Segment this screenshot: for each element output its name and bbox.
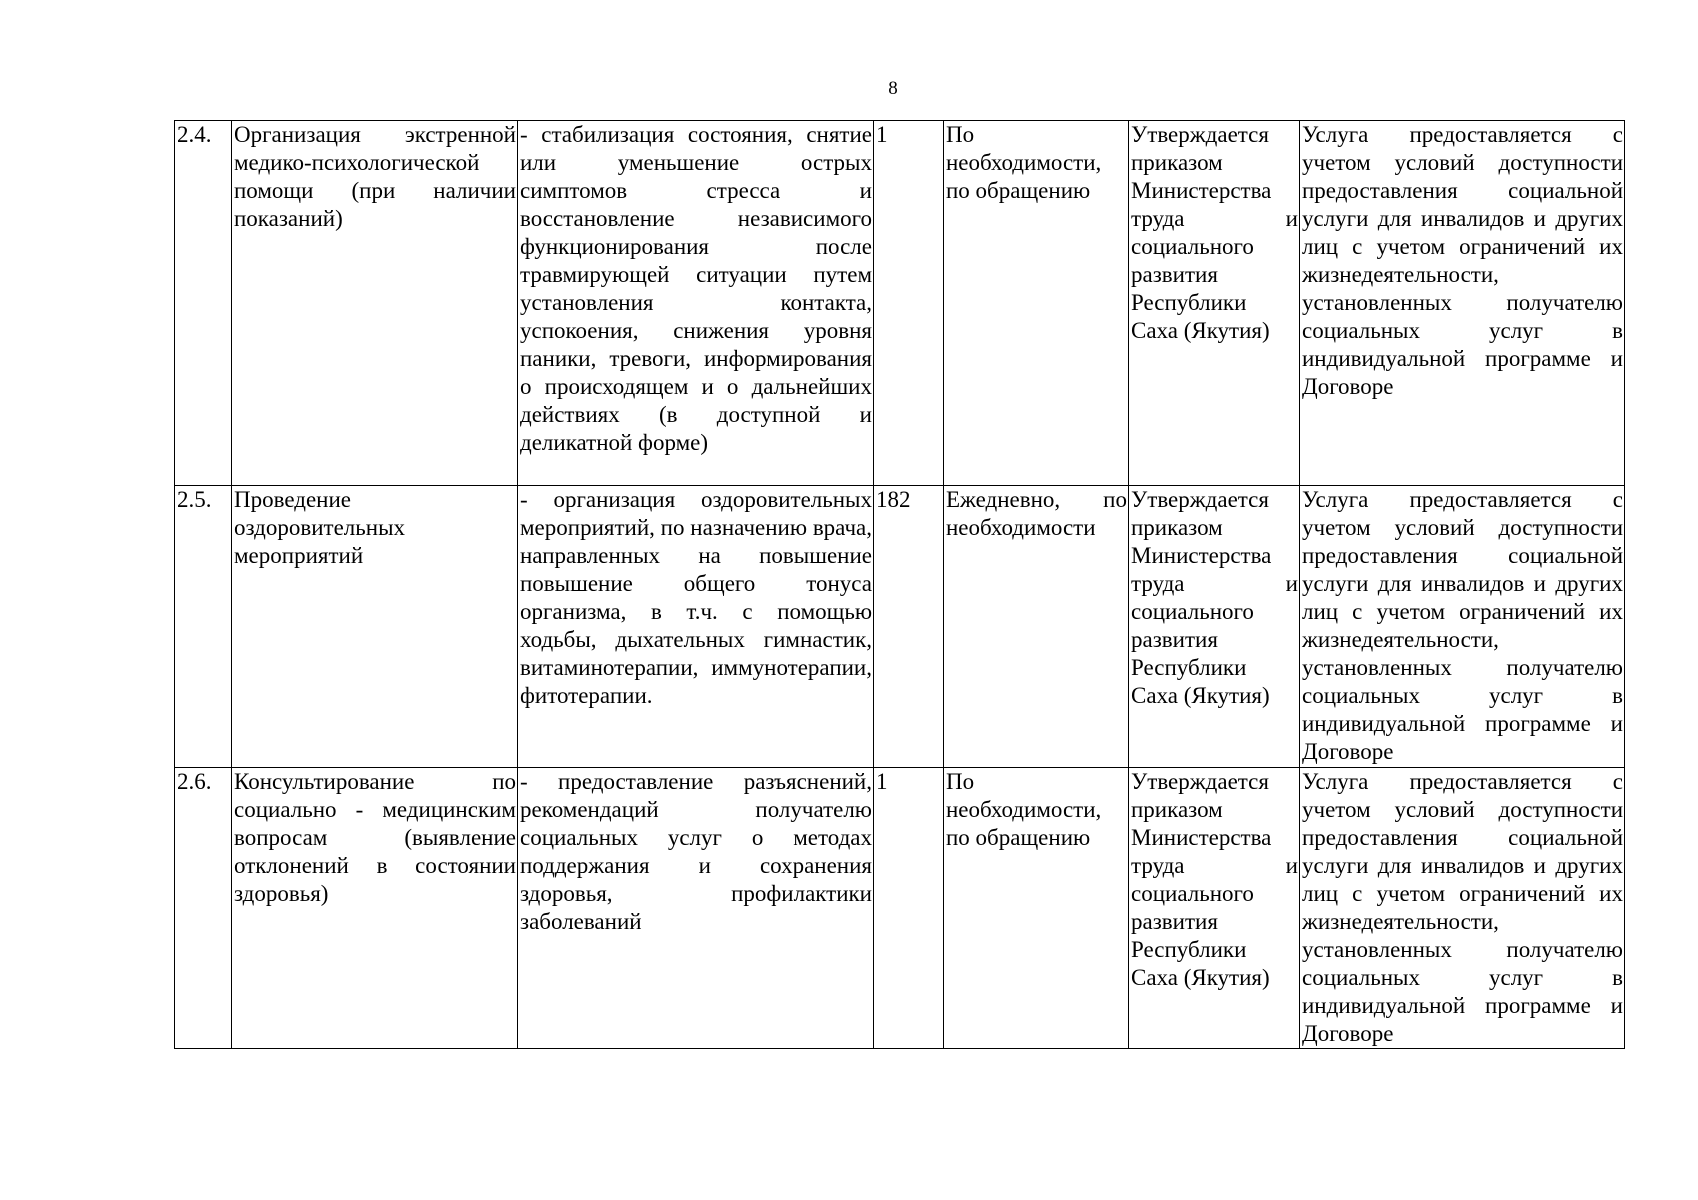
service-name-cell: Организация экстренной медико-психологической помощи (при наличии показаний) [232,121,518,486]
services-table [174,120,1625,1049]
page-number: 8 [888,78,898,99]
service-name-cell: Проведение оздоровительных мероприятий [232,486,518,768]
service-volume-cell: 1 [874,121,944,486]
service-conditions-cell: Услуга предоставляется с учетом условий доступности предоставления социальной услуги для инвалидов и других лиц с учетом ограничений их жизнедеятельности, установленных получателю социальных услуг в индивидуальной программе и Договоре [1300,486,1625,768]
service-description-cell: - стабилизация состояния, снятие или уменьшение острых симптомов стресса и восстановление независимого функционирования после травмирующей ситуации путем установления контакта, успокоения, снижения уровня паники, тревоги, информирования о происходящем и о дальнейших действиях (в доступной и деликатной форме) [518,121,874,486]
service-approval-cell: Утверждается приказом Министерства труда и социального развития Республики Саха (Якутия) [1129,121,1300,486]
table-row [175,121,1625,486]
service-volume-cell: 182 [874,486,944,768]
service-frequency-cell: Ежедневно, по необходимости [944,486,1129,768]
service-approval-cell: Утверждается приказом Министерства труда и социального развития Республики Саха (Якутия) [1129,768,1300,1049]
row-number-cell: 2.6. [175,768,232,1049]
service-frequency-cell: По необходимости, по обращению [944,768,1129,1049]
service-frequency-cell: По необходимости, по обращению [944,121,1129,486]
service-name-cell: Консультирование по социально - медицинским вопросам (выявление отклонений в состоянии здоровья) [232,768,518,1049]
service-conditions-cell: Услуга предоставляется с учетом условий доступности предоставления социальной услуги для инвалидов и других лиц с учетом ограничений их жизнедеятельности, установленных получателю социальных услуг в индивидуальной программе и Договоре [1300,768,1625,1049]
service-volume-cell: 1 [874,768,944,1049]
service-approval-cell: Утверждается приказом Министерства труда и социального развития Республики Саха (Якутия) [1129,486,1300,768]
row-number-cell: 2.5. [175,486,232,768]
service-description-cell: - организация оздоровительных мероприятий, по назначению врача, направленных на повышение повышение общего тонуса организма, в т.ч. с помощью ходьбы, дыхательных гимнастик, витаминотерапии, иммунотерапии, фитотерапии. [518,486,874,768]
table-row [175,768,1625,1049]
service-conditions-cell: Услуга предоставляется с учетом условий доступности предоставления социальной услуги для инвалидов и других лиц с учетом ограничений их жизнедеятельности, установленных получателю социальных услуг в индивидуальной программе и Договоре [1300,121,1625,486]
row-number-cell: 2.4. [175,121,232,486]
table-row [175,486,1625,768]
service-description-cell: - предоставление разъяснений, рекомендаций получателю социальных услуг о методах поддержания и сохранения здоровья, профилактики заболеваний [518,768,874,1049]
